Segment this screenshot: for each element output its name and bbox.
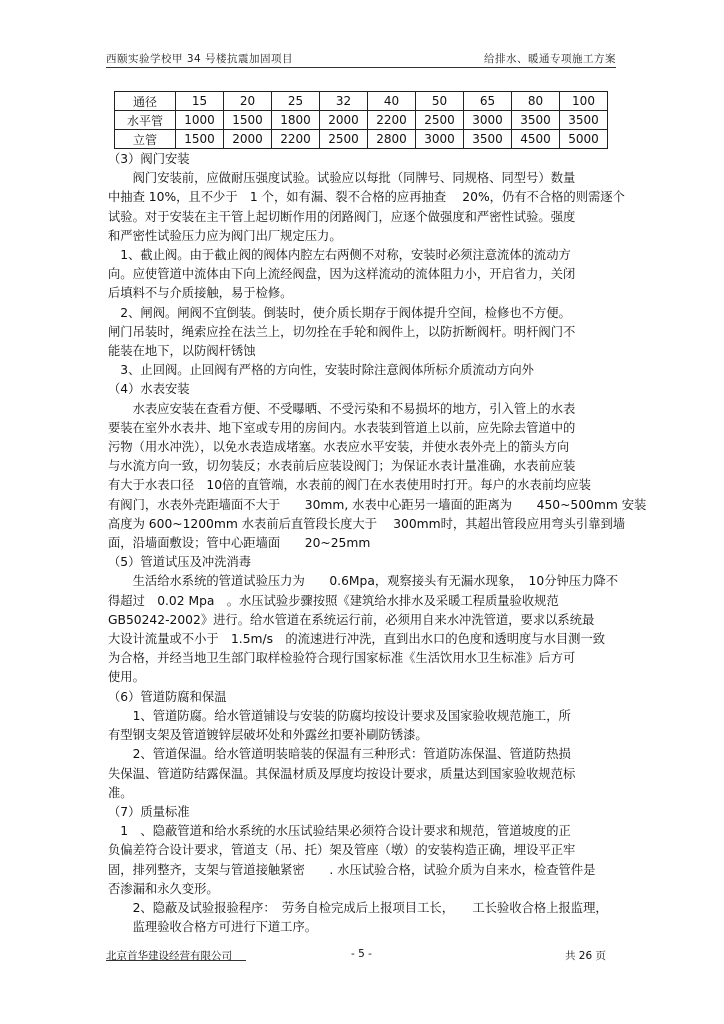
paragraph-line: 后填料不与介质接触，易于检修。 (108, 286, 293, 301)
paragraph-line: 有大于水表口径 10倍的直管端，水表前的阀门在水表使用时打开。每户的水表前均应装 (108, 478, 591, 493)
paragraph-line: GB50242-2002》进行。给水管道在系统运行前，必须用自来水冲洗管道，要求以系统最 (108, 612, 595, 627)
paragraph-line: 能装在地下，以防阀杆锈蚀 (108, 344, 256, 359)
paragraph-line: 阀门安装前，应做耐压强度试验。试验应以每批（同牌号、同规格、同型号）数量 (108, 171, 576, 186)
table-cell: 立管 (115, 130, 176, 149)
table-cell: 2000 (224, 130, 272, 149)
table-cell: 100 (560, 92, 608, 111)
table-cell: 3000 (464, 111, 512, 130)
table-cell: 40 (368, 92, 416, 111)
paragraph-line: 试验。对于安装在主干管上起切断作用的闭路阀门，应逐个做强度和严密性试验。强度 (108, 209, 576, 224)
table-cell: 20 (224, 92, 272, 111)
table-cell: 5000 (560, 130, 608, 149)
page-total: 共 26 页 (564, 950, 606, 962)
footer-company: 北京首华建设经营有限公司 (106, 950, 232, 962)
paragraph-line: 2、闸阀。闸阀不宜倒装。倒装时，使介质长期存于阀体提升空间，检修也不方便。 (108, 305, 571, 320)
table-cell: 水平管 (115, 111, 176, 130)
paragraph-line: 高度为 600~1200mm 水表前后直管段长度大于 300mm时，其超出管段应用弯头引靠到墙 (108, 516, 626, 531)
table-cell: 3500 (560, 111, 608, 130)
paragraph-line: 为合格，并经当地卫生部门取样检验符合现行国家标准《生活饮用水卫生标准》后方可 (108, 651, 576, 666)
paragraph-line: 中抽查 10%，且不少于 1 个，如有漏、裂不合格的应再抽查 20%，仍有不合格的则需逐个 (108, 190, 625, 205)
paragraph-line: 1、管道防腐。给水管道铺设与安装的防腐均按设计要求及国家验收规范施工，所 (108, 708, 571, 723)
table-cell: 2800 (368, 130, 416, 149)
table-cell: 15 (176, 92, 224, 111)
table-row (115, 130, 608, 149)
table-cell: 4500 (512, 130, 560, 149)
paragraph-line: 负偏差符合设计要求，管道支（吊、托）架及管座（墩）的安装构造正确，埋设平正牢 (108, 843, 576, 858)
page-number: - 5 - (351, 948, 372, 960)
paragraph-line: 使用。 (108, 670, 145, 685)
section-heading-anticorrosion: （6）管道防腐和保温 (108, 689, 227, 704)
table-row (115, 92, 608, 111)
table-cell: 2200 (368, 111, 416, 130)
table-cell: 50 (416, 92, 464, 111)
paragraph-line: 监理验收合格方可进行下道工序。 (108, 920, 318, 935)
page-header (106, 51, 616, 67)
table-cell: 2500 (416, 111, 464, 130)
paragraph-line: 失保温、管道防结露保温。其保温材质及厚度均按设计要求，质量达到国家验收规范标 (108, 766, 576, 781)
paragraph-line: 1 、隐蔽管道和给水系统的水压试验结果必须符合设计要求和规范，管道坡度的正 (108, 824, 571, 839)
table-cell: 通径 (115, 92, 176, 111)
paragraph-line: 面，沿墙面敷设；管中心距墙面 20~25mm (108, 536, 371, 551)
table-cell: 1500 (224, 111, 272, 130)
header-rule (106, 67, 616, 68)
header-project: 西颐实验学校甲 34 号楼抗震加固项目 (106, 53, 294, 65)
table-cell: 1500 (176, 130, 224, 149)
paragraph-line: 闸门吊装时，绳索应拴在法兰上，切勿拴在手轮和阀件上，以防折断阀杆。明杆阀门不 (108, 324, 576, 339)
paragraph-line: 准。 (108, 785, 133, 800)
table-cell: 80 (512, 92, 560, 111)
paragraph-line: 2、管道保温。给水管道明装暗装的保温有三种形式：管道防冻保温、管道防热损 (108, 747, 571, 762)
paragraph-line: 与水流方向一致，切勿装反；水表前后应装设阀门；为保证水表计量准确，水表前应装 (108, 459, 576, 474)
paragraph-line: 否渗漏和永久变形。 (108, 881, 219, 896)
paragraph-line: 有阀门，水表外壳距墙面不大于 30mm, 水表中心距另一墙面的距离为 450~500mm 安装 (108, 497, 647, 512)
table-cell: 2000 (320, 111, 368, 130)
paragraph-line: 1、截止阀。由于截止阀的阀体内腔左右两侧不对称，安装时必须注意流体的流动方 (108, 248, 571, 263)
section-heading-meter-install: （4）水表安装 (108, 382, 190, 397)
paragraph-line: 得超过 0.02 Mpa 。水压试验步骤按照《建筑给水排水及采暖工程质量验收规范 (108, 593, 559, 608)
table-cell: 1800 (272, 111, 320, 130)
table-cell: 1000 (176, 111, 224, 130)
table-cell: 32 (320, 92, 368, 111)
paragraph-line: 生活给水系统的管道试验压力为 0.6Mpa，观察接头有无漏水现象， 10分钟压力降不 (108, 574, 618, 589)
table-cell: 3500 (464, 130, 512, 149)
section-heading-pressure-test: （5）管道试压及冲洗消毒 (108, 555, 252, 570)
paragraph-line: 水表应安装在查看方便、不受曝晒、不受污染和不易损坏的地方，引入管上的水表 (108, 401, 576, 416)
table-cell: 3000 (416, 130, 464, 149)
section-heading-quality: （7）质量标准 (108, 804, 190, 819)
table-row (115, 111, 608, 130)
footer-underline (106, 960, 246, 961)
header-doc-title: 给排水、暖通专项施工方案 (484, 53, 616, 65)
document-body (108, 150, 647, 937)
table-cell: 25 (272, 92, 320, 111)
paragraph-line: 2、隐蔽及试验报验程序： 劳务自检完成后上报项目工长， 工长验收合格上报监理， (108, 900, 608, 915)
paragraph-line: 有型钢支架及管道镀锌层破坏处和外露丝扣要补刷防锈漆。 (108, 728, 428, 743)
table-cell: 3500 (512, 111, 560, 130)
paragraph-line: 污物（用水冲洗），以免水表造成堵塞。水表应水平安装，并使水表外壳上的箭头方向 (108, 440, 570, 455)
paragraph-line: 大设计流量或不小于 1.5m/s 的流速进行冲洗，直到出水口的色度和透明度与水目测一致 (108, 632, 606, 647)
paragraph-line: 向。应使管道中流体由下向上流经阀盘，因为这样流动的流体阻力小，开启省力，关闭 (108, 267, 576, 282)
paragraph-line: 固，排列整齐，支架与管道接触紧密 . 水压试验合格，试验介质为自来水，检查管件是 (108, 862, 596, 877)
paragraph-line: 要装在室外水表井、地下室或专用的房间内。水表装到管道上以前，应先除去管道中的 (108, 420, 576, 435)
table-cell: 2500 (320, 130, 368, 149)
table-cell: 65 (464, 92, 512, 111)
section-heading-valve-install: （3）阀门安装 (108, 152, 190, 166)
table-cell: 2200 (272, 130, 320, 149)
paragraph-line: 和严密性试验压力应为阀门出厂规定压力。 (108, 228, 342, 243)
paragraph-line: 3、止回阀。止回阀有严格的方向性，安装时除注意阀体所标介质流动方向外 (108, 363, 534, 378)
pipe-spacing-table (114, 91, 608, 149)
